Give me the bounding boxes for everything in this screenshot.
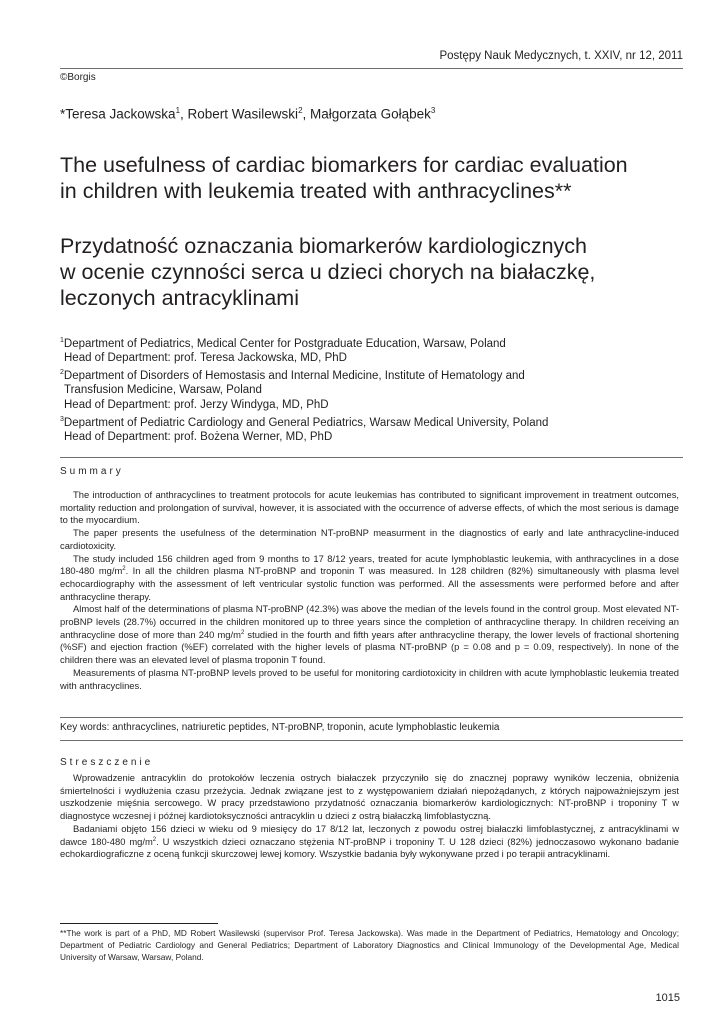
summary-heading: Summary (60, 466, 124, 477)
streszczenie-body (60, 772, 679, 861)
affiliations (60, 334, 690, 445)
abstract-paragraph: The study included 156 children aged from 9 months to 17 8/12 years, treated for acute lymphoblastic leukemia, with anthracyclines in a dose 180-480 $mg/m^2$. In all the children plasma NT-proBNP and troponin T was measured. In 128 children (82%) simultaneously with plasma level echocardiography with the assessment of left ventricular systolic function was performed. All the assessments were performed before and after anthracycline therapy. (60, 552, 679, 602)
publisher-mark: ©Borgis (60, 72, 96, 83)
affiliation-line: $^2$Department of Disorders of Hemostasis and Internal Medicine, Institute of Hematology and (60, 369, 525, 382)
author-list: *Teresa Jackowska$^1$, Robert Wasilewski$^2$, Małgorzata Gołąbek$^3$ (60, 106, 436, 122)
affiliation-line: Transfusion Medicine, Warsaw, Poland (64, 384, 262, 397)
affiliation-line: Head of Department: prof. Teresa Jackowska, MD, PhD (64, 352, 347, 365)
author-affiliation-sup: 1 (175, 106, 181, 115)
abstract-paragraph: Wprowadzenie antracyklin do protokołów leczenia ostrych białaczek przyczyniło się do znacznej poprawy wyników leczenia, obniżenia śmiertelności i wydłużenia czasu przeżycia. Jednak związane jest to z występowaniem działań niepożądanych, z których najpoważniejszym jest uszkodzenie mięśnia sercowego. W pracy przedstawiono przydatność oznaczania biomarkerów kardiologicznych: NT-proBNP i troponiny T w diagnostyce wczesnej i późnej kardiotoksyczności antracyklin u dzieci z ostrą białaczką limfoblastyczną. (60, 772, 679, 822)
streszczenie-heading: Streszczenie (60, 757, 154, 768)
abstract-paragraph: The introduction of anthracyclines to treatment protocols for acute leukemias has contributed to significant improvement in treatment outcomes, mortality reduction and prolongation of survival, however, it is associated with the occurrence of adverse effects, of which the most serious is damage to the myocardium. (60, 489, 679, 526)
affiliation-line: $^1$Department of Pediatrics, Medical Center for Postgraduate Education, Warsaw, Poland (60, 337, 506, 350)
page-number: 1015 (655, 992, 680, 1004)
title-line: The usefulness of cardiac biomarkers for cardiac evaluation (60, 153, 628, 177)
journal-citation: Postępy Nauk Medycznych, t. XXIV, nr 12, 2011 (439, 50, 683, 62)
affiliation-line: $^3$Department of Pediatric Cardiology and General Pediatrics, Warsaw Medical University, Poland (60, 415, 549, 429)
footnote-rule (60, 923, 218, 924)
affiliation-line: Head of Department: prof. Jerzy Windyga, MD, PhD (64, 399, 329, 412)
abstract-paragraph: The paper presents the usefulness of the determination NT-proBNP measurment in the diagnostics of early and late anthracycline-induced cardiotoxicity. (60, 527, 679, 551)
footnote: **The work is part of a PhD, MD Robert Wasilewski (supervisor Prof. Teresa Jackowska). Was made in the Department of Pediatrics, Hematology and Oncology; Department of Pediatric Cardiology and General Pediatrics; Department of Laboratory Diagnostics and Clinical Immunology of the Developmental Age, Medical University of Warsaw, Warsaw, Poland. (60, 928, 679, 962)
abstract-paragraph: Measurements of plasma NT-proBNP levels proved to be useful for monitoring cardiotoxicity in children with acute lymphoblastic leukemia treated with anthracyclines. (60, 666, 679, 691)
author-name: Robert Wasilewski (187, 106, 299, 122)
author-name: Małgorzata Gołąbek (310, 106, 431, 122)
author-affiliation-sup: 2 (298, 106, 303, 115)
keywords: Key words: anthracyclines, natriuretic peptides, NT-proBNP, troponin, acute lymphoblastic leukemia (60, 722, 500, 733)
title-line: w ocenie czynności serca u dzieci chorych na białaczkę, (60, 260, 596, 284)
author-affiliation-sup: 3 (430, 106, 436, 115)
section-rule (60, 457, 683, 458)
section-rule (60, 740, 683, 741)
title-english (60, 152, 690, 204)
section-rule (60, 717, 683, 718)
title-polish (60, 233, 690, 311)
title-line: in children with leukemia treated with anthracyclines** (60, 179, 572, 203)
header-rule (60, 68, 683, 69)
summary-body (60, 489, 679, 692)
abstract-paragraph: Almost half of the determinations of plasma NT-proBNP (42.3%) was above the median of the levels found in the control group. Most elevated NT-proBNP levels (28.7%) occurred in the children monitored up to three years since the completion of anthracycline therapy. In children receiving an anthracycline dose of more than 240 $mg/m^2$ studied in the fourth and fifth years after anthracycline therapy, the lower levels of fractional shortening (%SF) and ejection fraction (%EF) correlated with the higher levels of plasma NT-proBNP (p = 0.08 and p = 0.09, respectively). In none of the children there was an elevated level of plasma troponin T found. (60, 603, 679, 666)
title-line: Przydatność oznaczania biomarkerów kardiologicznych (60, 234, 588, 258)
author-name: *Teresa Jackowska (60, 106, 176, 122)
abstract-paragraph: Badaniami objęto 156 dzieci w wieku od 9 miesięcy do 17 8/12 lat, leczonych z powodu ostrej białaczki limfoblastycznej, z antracyklinami w dawce 180-480 $mg/m^2$. U wszystkich dzieci oznaczano stężenia NT-proBNP i troponiny T. U 128 dzieci (82%) jednoczasowo wykonano badanie echokardiograficzne z oceną funkcji skurczowej lewej komory. Wszystkie badania były wykonywane przed i po terapii antracyklinami. (60, 822, 679, 860)
affiliation-line: Head of Department: prof. Bożena Werner, MD, PhD (64, 431, 333, 444)
title-line: leczonych antracyklinami (60, 286, 299, 310)
